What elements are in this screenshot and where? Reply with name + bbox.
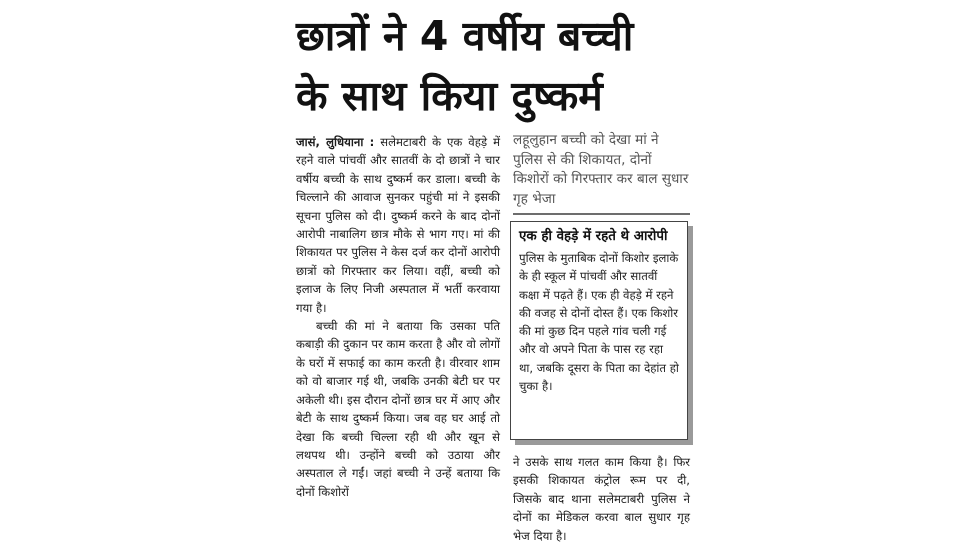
article-column-left bbox=[296, 133, 500, 501]
article-paragraph-1 bbox=[296, 133, 500, 317]
pull-quote: लहूलुहान बच्ची को देखा मां ने पुलिस से की शिकायत, दोनों किशोरों को गिरफ्तार कर बाल सुधार गृह भेजा bbox=[513, 131, 690, 215]
article-paragraph-1-text: सलेमटाबरी के एक वेहड़े में रहने वाले पांचवीं और सातवीं के दो छात्रों ने चार वर्षीय बच्ची के साथ दुष्कर्म कर डाला। बच्ची के चिल्लाने की आवाज सुनकर पहुंची मां ने इसकी सूचना पुलिस को दी। दुष्कर्म करने के बाद दोनों आरोपी नाबालिग छात्र मौके से भाग गए। मां की शिकायत पर पुलिस ने केस दर्ज कर दोनों आरोपी छात्रों को गिरफ्तार कर लिया। वहीं, बच्ची को इलाज के लिए निजी अस्पताल में भर्ती करवाया गया है। bbox=[296, 135, 501, 315]
sidebar-box bbox=[510, 221, 688, 440]
headline: छात्रों ने 4 वर्षीय बच्ची के साथ किया दुष्कर्म bbox=[296, 12, 634, 120]
sidebar-title: एक ही वेहड़े में रहते थे आरोपी bbox=[519, 229, 668, 244]
article-paragraph-2: बच्ची की मां ने बताया कि उसका पति कबाड़ी की दुकान पर काम करता है और वो लोगों के घरों में सफाई का काम करती है। वीरवार शाम को वो बाजार गई थी, जबकि उनकी बेटी घर पर अकेली थी। इस दौरान दोनों छात्र घर में आए और बेटी के साथ दुष्कर्म किया। जब वह घर आई तो देखा कि बच्ची चिल्ला रही थी और खून से लथपथ थी। उन्होंने बच्ची को उठाया और अस्पताल ले गईं। जहां बच्ची ने उन्हें बताया कि दोनों किशोरों bbox=[296, 319, 500, 499]
article-column-right bbox=[513, 453, 690, 545]
byline: जासं, लुधियाना : bbox=[296, 135, 375, 149]
sidebar-body: पुलिस के मुताबिक दोनों किशोर इलाके के ही स्कूल में पांचवीं और सातवीं कक्षा में पढ़ते हैं। एक ही वेहड़े में रहने की वजह से दोनों दोस्त हैं। एक किशोर की मां कुछ दिन पहले गांव चली गई और वो अपने पिता के पास रह रहा था, जबकि दूसरा के पिता का देहांत हो चुका है। bbox=[519, 251, 679, 394]
article-paragraph-3: ने उसके साथ गलत काम किया है। फिर इसकी शिकायत कंट्रोल रूम पर दी, जिसके बाद थाना सलेमटाबरी पुलिस ने दोनों का मेडिकल करवा बाल सुधार गृह भेज दिया है। bbox=[513, 455, 690, 543]
